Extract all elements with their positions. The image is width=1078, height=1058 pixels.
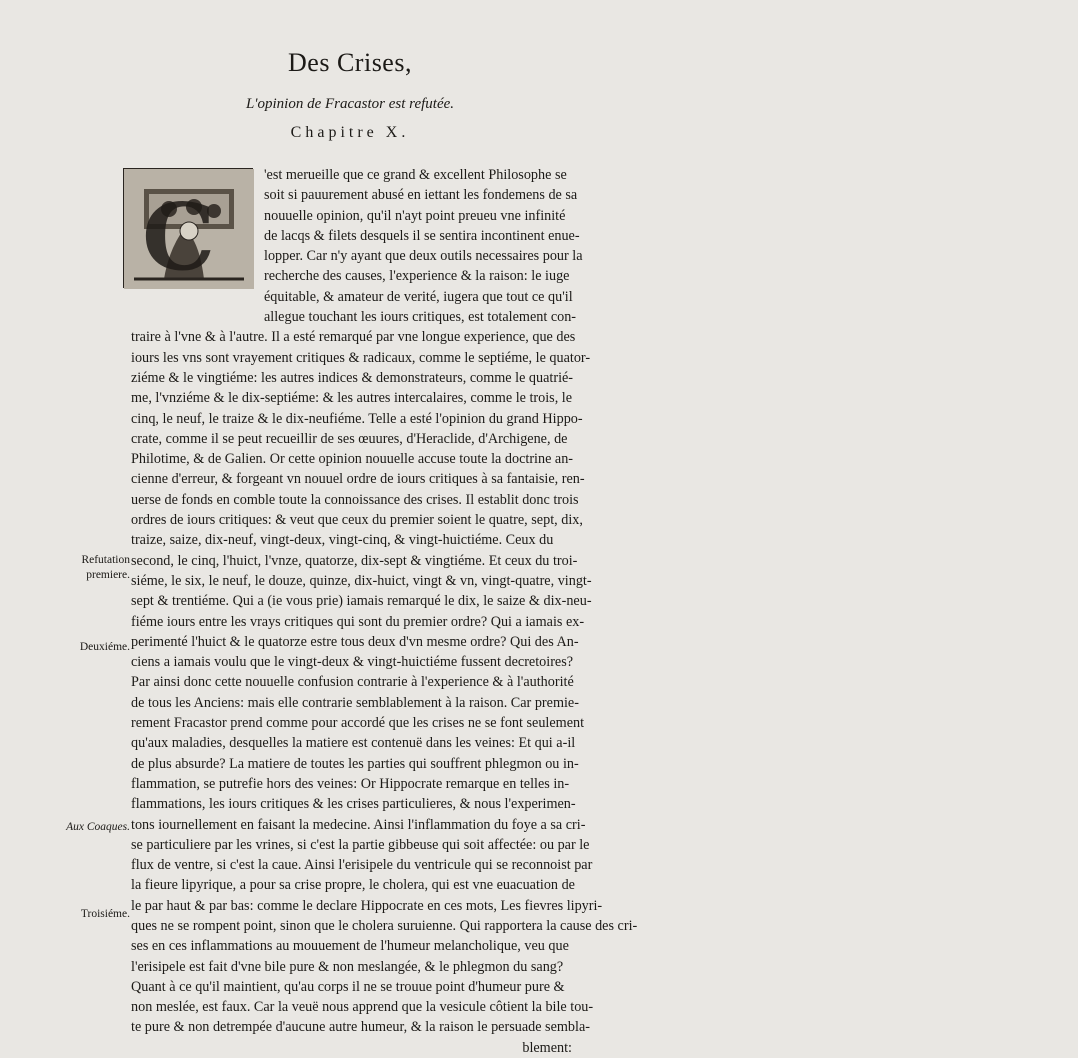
- text-line: ordres de iours critiques: & veut que ceux du premier soient le quatre, sept, dix,: [131, 512, 583, 529]
- text-line: Quant à ce qu'il maintient, qu'au corps il ne se trouue point d'humeur pure &: [131, 978, 565, 995]
- text-line: qu'aux maladies, desquelles la matiere est contenuë dans les veines: Et qui a-il: [131, 735, 576, 752]
- text-line: uerse de fonds en comble toute la connoissance des crises. Il establit donc trois: [131, 491, 579, 508]
- text-line: l'erisipele est fait d'vne bile pure & non meslangée, & le phlegmon du sang?: [131, 958, 564, 975]
- text-line: traire à l'vne & à l'autre. Il a esté remarqué par vne longue experience, que des: [131, 329, 576, 346]
- text-line: de lacqs & filets desquels il se sentira incontinent enue-: [264, 227, 580, 244]
- text-line: cienne d'erreur, & forgeant vn nouuel ordre de iours critiques à sa fantaisie, ren-: [131, 471, 585, 488]
- text-line: fiéme iours entre les vrays critiques qui sont du premier ordre? Qui a iamais ex-: [131, 613, 585, 630]
- margin-note-refutation: Refutation premiere.: [81, 554, 130, 581]
- text-line: se particuliere par les vrines, si c'est la partie gibbeuse qui soit affectée: ou par le: [131, 836, 590, 853]
- margin-note-aux-coaques: Aux Coaques.: [66, 821, 130, 833]
- text-line: flammations, les iours critiques & les crises particulieres, & nous l'experimen-: [131, 796, 576, 813]
- text-line: ziéme & le vingtiéme: les autres indices & demonstrateurs, comme le quatrié-: [131, 369, 574, 386]
- text-line: second, le cinq, l'huict, l'vnze, quatorze, dix-sept & vingtiéme. Et ceux du troi-: [131, 552, 578, 569]
- text-line: iours les vns sont vrayement critiques & radicaux, comme le septiéme, le quator-: [131, 349, 591, 366]
- text-line: allegue touchant les iours critiques, est totalement con-: [264, 309, 577, 326]
- text-line: me, l'vnziéme & le dix-septiéme: & les autres intercalaires, comme le trois, le: [131, 390, 573, 407]
- text-line: rement Fracastor prend comme pour accordé que les crises ne se font seulement: [131, 715, 585, 732]
- text-line: Philotime, & de Galien. Or cette opinion nouuelle accuse toute la doctrine an-: [131, 451, 574, 468]
- margin-note-deuxieme: Deuxiéme.: [79, 641, 130, 653]
- text-line: de plus absurde? La matiere de toutes les parties qui souffrent phlegmon ou in-: [131, 755, 579, 772]
- text-line: recherche des causes, l'experience & la raison: le iuge: [264, 268, 570, 285]
- text-line: perimenté l'huict & le quatorze estre tous deux d'vn mesme ordre? Qui des An-: [131, 633, 579, 650]
- margin-note-troisieme: Troisiéme.: [80, 908, 130, 920]
- text-line: 'est merueille que ce grand & excellent Philosophe se: [264, 167, 567, 183]
- text-line: te pure & non detrempée d'aucune autre humeur, & la raison le persuade sembla-: [131, 1019, 590, 1036]
- initial-letter: C: [142, 183, 216, 291]
- text-line: ciens a iamais voulu que le vingt-deux & vingt-huictiéme fussent decretoires?: [131, 654, 574, 671]
- text-line: soit si pauurement abusé en iettant les fondemens de sa: [264, 187, 578, 204]
- text-line: tons iournellement en faisant la medecine. Ainsi l'inflammation du foye a sa cri-: [131, 816, 586, 833]
- text-line: lopper. Car n'y ayant que deux outils necessaires pour la: [264, 248, 583, 265]
- text-line: flammation, se putrefie hors des veines: Or Hippocrate remarque en telles in-: [131, 775, 570, 792]
- text-line: ses en ces inflammations au mouuement de l'humeur melancholique, veu que: [131, 938, 569, 955]
- running-title: Des Crises,: [288, 48, 412, 77]
- text-line: Par ainsi donc cette nouuelle confusion contrarie à l'experience & à l'authorité: [131, 674, 574, 691]
- text-line: siéme, le six, le neuf, le douze, quinze, dix-huict, vingt & vn, vingt-quatre, vingt-: [131, 572, 592, 589]
- text-line: blement:: [522, 1039, 572, 1056]
- text-line: la fieure lipyrique, a pour sa crise propre, le cholera, qui est vne euacuation de: [131, 877, 575, 894]
- text-line: crate, comme il se peut recueillir de ses œuures, d'Heraclide, d'Archigene, de: [131, 430, 568, 447]
- text-line: cinq, le neuf, le traize & le dix-neufiéme. Telle a esté l'opinion du grand Hippo-: [131, 410, 583, 427]
- text-line: ques ne se rompent point, sinon que le cholera suruienne. Qui rapportera la cause des cri-: [131, 917, 638, 934]
- text-line: de tous les Anciens: mais elle contrarie semblablement à la raison. Car premie-: [131, 694, 579, 711]
- body-text: [0, 165, 638, 1058]
- text-line: non meslée, est faux. Car la veuë nous apprend que la vesicule côtient la bile tou-: [131, 999, 594, 1016]
- chapter-heading: Chapitre X.: [290, 124, 410, 141]
- text-line: traize, saize, dix-neuf, vingt-deux, vingt-cinq, & vingt-huictiéme. Ceux du: [131, 532, 554, 549]
- text-line: équitable, & amateur de verité, iugera que tout ce qu'il: [264, 288, 573, 305]
- text-line: nouuelle opinion, qu'il n'ayt point preueu vne infinité: [264, 207, 566, 224]
- text-line: sept & trentiéme. Qui a (ie vous prie) iamais remarqué le dix, le saize & dix-neu-: [131, 593, 592, 610]
- text-line: le par haut & par bas: comme le declare Hippocrate en ces mots, Les fievres lipyri-: [131, 897, 603, 914]
- text-line: flux de ventre, si c'est la caue. Ainsi l'erisipele du ventricule qui se reconnoist par: [131, 857, 593, 874]
- chapter-subtitle: L'opinion de Fracastor est refutée.: [245, 96, 455, 112]
